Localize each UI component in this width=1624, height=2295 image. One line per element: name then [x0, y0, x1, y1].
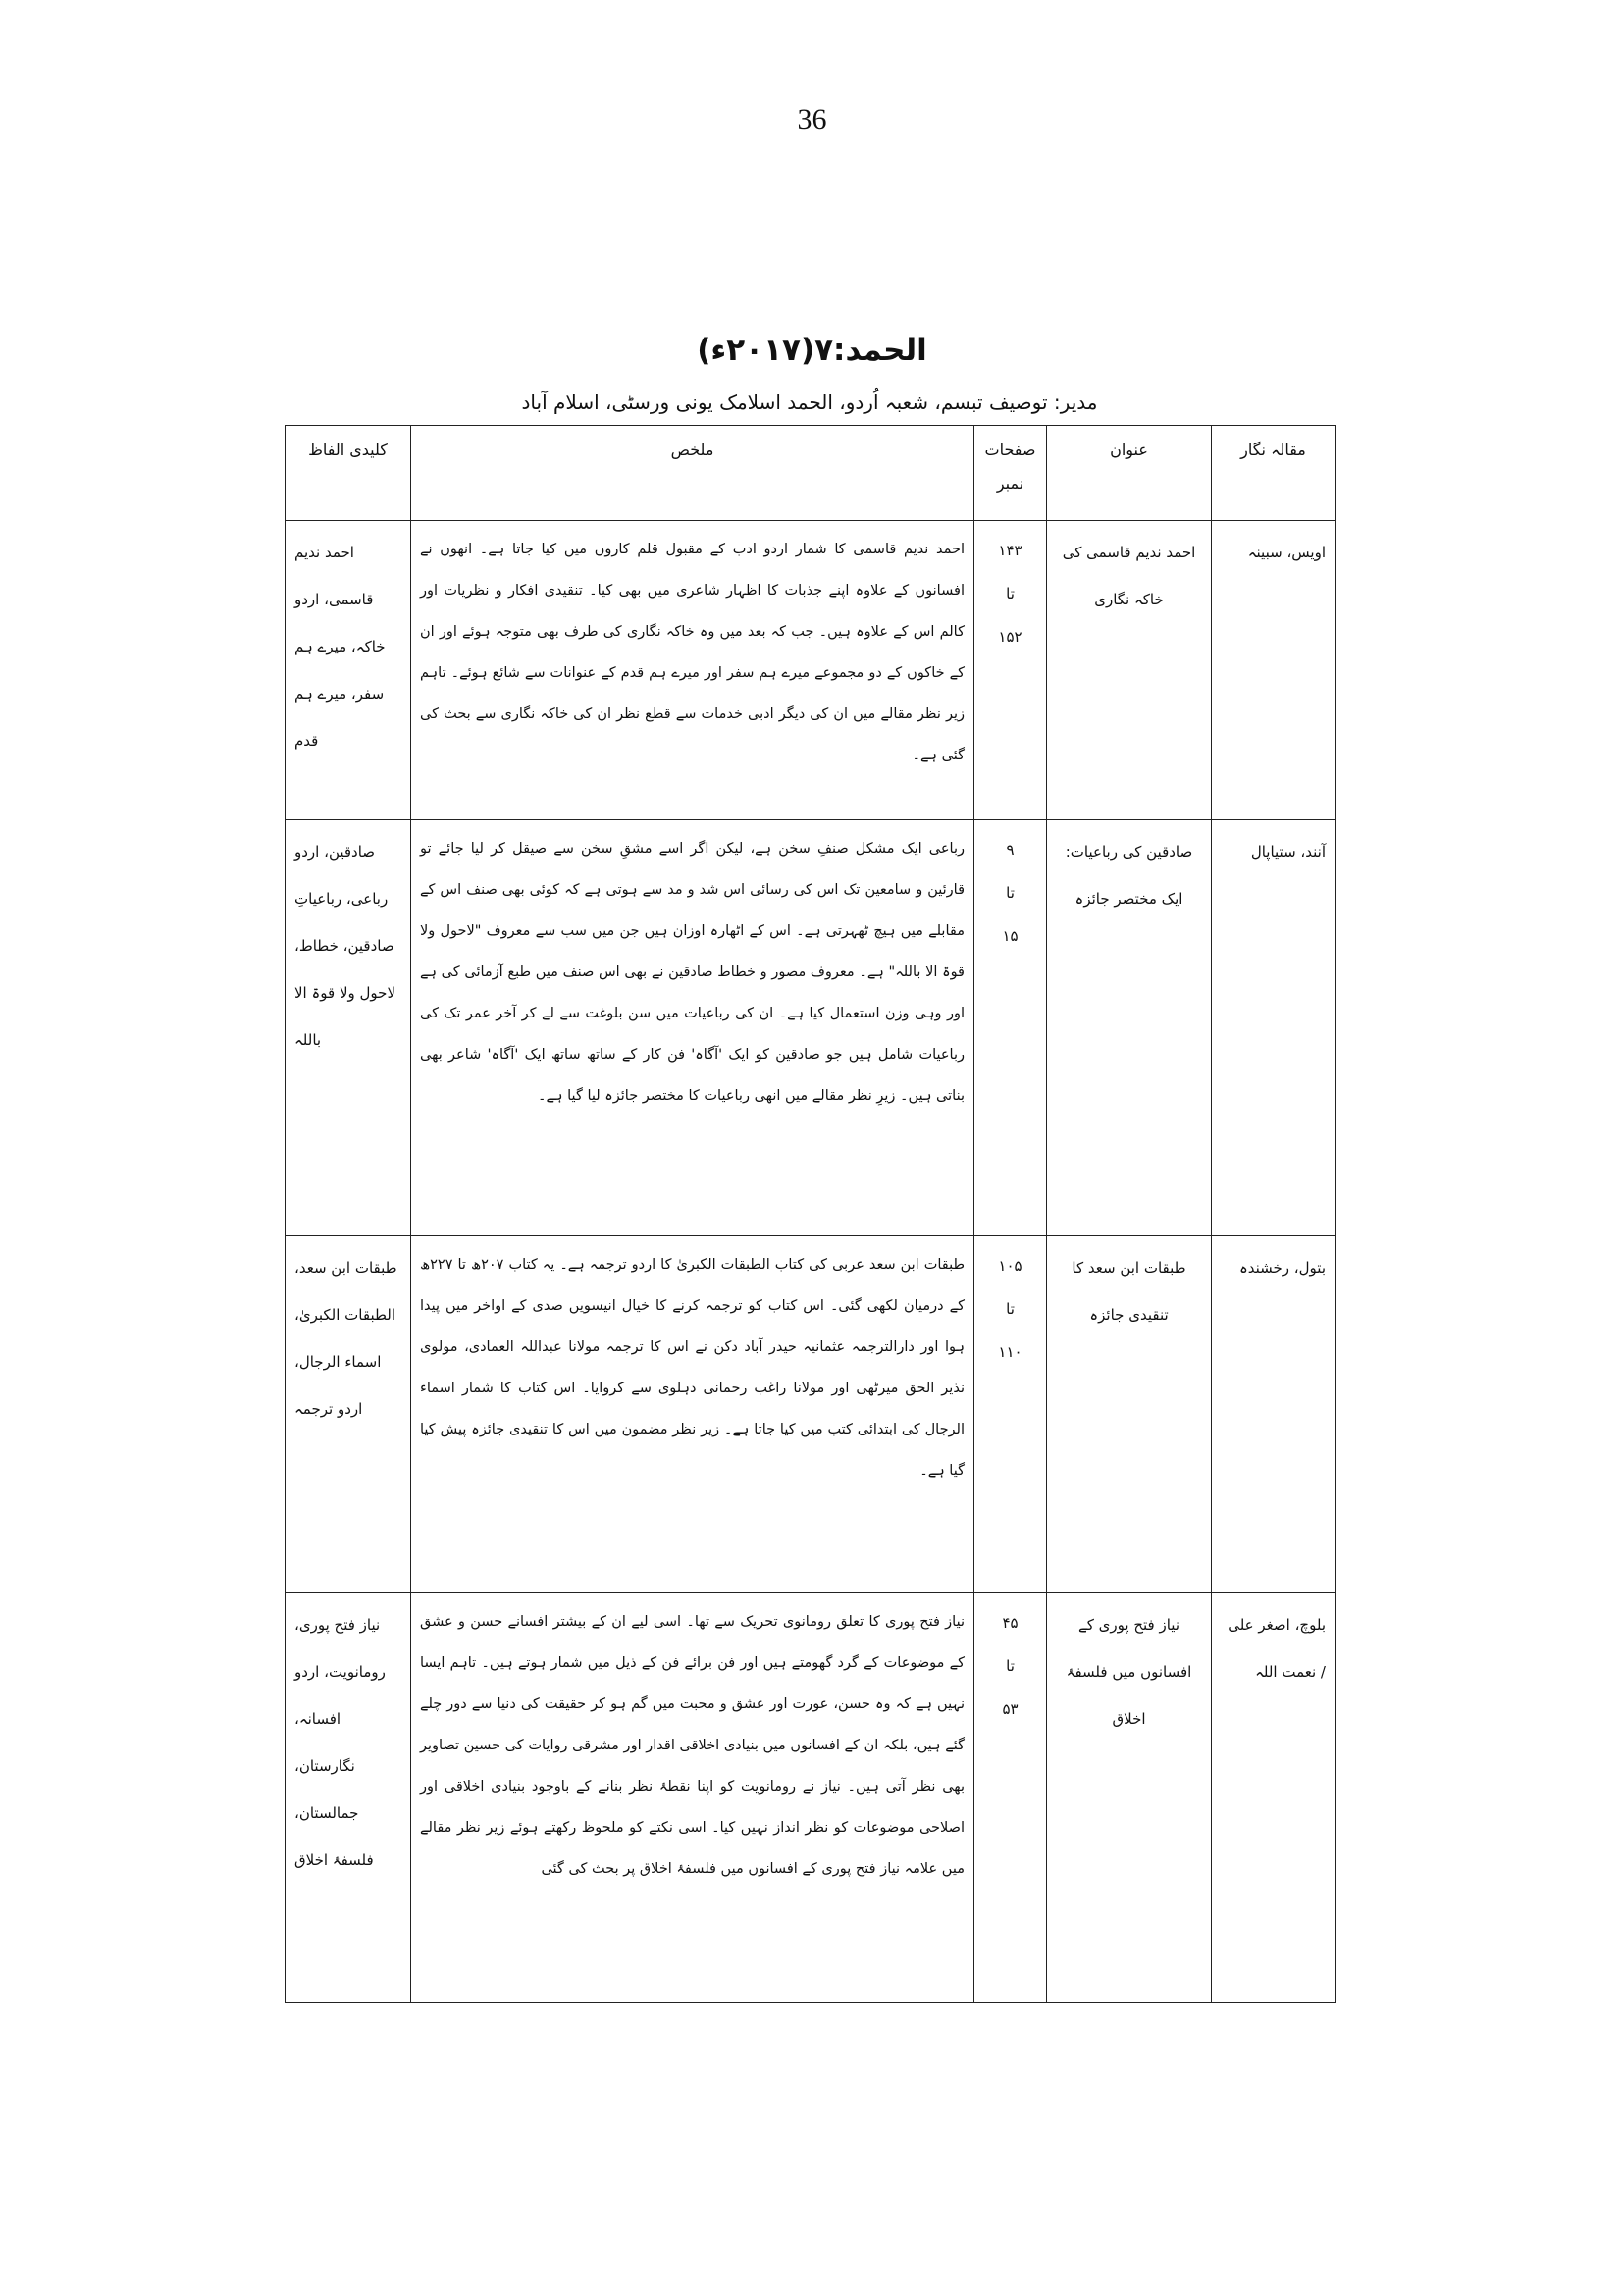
table-row — [286, 521, 1336, 820]
cell-keywords: احمد ندیم قاسمی، اردو خاکہ، میرے ہم سفر، میرے ہم قدم — [286, 521, 411, 820]
page-range-separator: تا — [1006, 884, 1015, 902]
page-to: ۵۳ — [1002, 1700, 1019, 1718]
page-to: ۱۵ — [1002, 927, 1019, 945]
table-row — [286, 1236, 1336, 1593]
cell-keywords: طبقات ابن سعد، الطبقات الکبریٰ، اسماء الرجال، اردو ترجمہ — [286, 1236, 411, 1593]
cell-author: آنند، ستیاپال — [1212, 820, 1336, 1236]
header-pages: صفحات نمبر — [974, 426, 1047, 521]
page-from: ۴۵ — [1002, 1614, 1019, 1632]
cell-keywords: صادقین، اردو رباعی، رباعیاتِ صادقین، خطاط، لاحول ولا قوۃ الا باللہ — [286, 820, 411, 1236]
cell-pages — [974, 1593, 1047, 2003]
cell-summary: رباعی ایک مشکل صنفِ سخن ہے، لیکن اگر اسے مشقِ سخن سے صیقل کر لیا جائے تو قارئین و سامعین تک اس کی رسائی اس شد و مد سے ہوتی ہے کہ کوئی بھی صنف اس کے مقابلے میں ہیچ ٹھہرتی ہے۔ اس کے اٹھارہ اوزان ہیں جن میں سب سے معروف "لاحول ولا قوۃ الا باللہ" ہے۔ معروف مصور و خطاط صادقین نے بھی اس صنف میں طبع آزمائی کی ہے اور وہی وزن استعمال کیا ہے۔ ان کی رباعیات میں سن بلوغت سے لے کر آخر عمر تک کی رباعیات شامل ہیں جو صادقین کو ایک 'آگاہ' فن کار کے ساتھ ساتھ ایک 'آگاہ' شاعر بھی بناتی ہیں۔ زیرِ نظر مقالے میں انھی رباعیات کا مختصر جائزہ لیا گیا ہے۔ — [411, 820, 974, 1236]
page-from: ۹ — [1006, 841, 1015, 859]
editor-line: مدیر: توصیف تبسم، شعبہ اُردو، الحمد اسلامک یونی ورسٹی، اسلام آباد — [521, 391, 1098, 414]
cell-pages — [974, 521, 1047, 820]
page-range-separator: تا — [1006, 585, 1015, 602]
header-author: مقالہ نگار — [1212, 426, 1336, 521]
cell-keywords: نیاز فتح پوری، رومانویت، اردو افسانہ، نگارستان، جمالستان، فلسفۂ اخلاق — [286, 1593, 411, 2003]
cell-title: احمد ندیم قاسمی کی خاکہ نگاری — [1047, 521, 1212, 820]
cell-author: بتول، رخشندہ — [1212, 1236, 1336, 1593]
cell-pages — [974, 820, 1047, 1236]
cell-title: طبقات ابن سعد کا تنقیدی جائزہ — [1047, 1236, 1212, 1593]
cell-pages — [974, 1236, 1047, 1593]
page-to: ۱۱۰ — [998, 1343, 1022, 1361]
journal-title: الحمد:۷(۲۰۱۷ء) — [697, 333, 927, 368]
cell-author: اویس، سبینہ — [1212, 521, 1336, 820]
cell-title: صادقین کی رباعیات: ایک مختصر جائزہ — [1047, 820, 1212, 1236]
page-to: ۱۵۲ — [998, 628, 1022, 646]
cell-summary: طبقات ابن سعد عربی کی کتاب الطبقات الکبریٰ کا اردو ترجمہ ہے۔ یہ کتاب ۲۰۷ھ تا ۲۲۷ھ کے درمیان لکھی گئی۔ اس کتاب کو ترجمہ کرنے کا خیال انیسویں صدی کے اواخر میں پیدا ہوا اور دارالترجمہ عثمانیہ حیدر آباد دکن نے اس کا ترجمہ مولانا عبداللہ العمادی، مولوی نذیر الحق میرٹھی اور مولانا راغب رحمانی دہلوی سے کروایا۔ اس کتاب کا شمار اسماء الرجال کی ابتدائی کتب میں کیا جاتا ہے۔ زیر نظر مضمون میں اس کا تنقیدی جائزہ پیش کیا گیا ہے۔ — [411, 1236, 974, 1593]
page-range-separator: تا — [1006, 1657, 1015, 1675]
cell-summary: نیاز فتح پوری کا تعلق رومانوی تحریک سے تھا۔ اسی لیے ان کے بیشتر افسانے حسن و عشق کے موضوعات کے گرد گھومتے ہیں اور فن برائے فن کے ذیل میں شمار ہوتے ہیں۔ تاہم ایسا نہیں ہے کہ وہ حسن، عورت اور عشق و محبت میں گم ہو کر حقیقت کی دنیا سے دور چلے گئے ہیں، بلکہ ان کے افسانوں میں بنیادی اخلاقی اقدار اور مشرقی روایات کی حسین تصاویر بھی نظر آتی ہیں۔ نیاز نے رومانویت کو اپنا نقطۂ نظر بنانے کے باوجود بنیادی اخلاقی اور اصلاحی موضوعات کو نظر انداز نہیں کیا۔ اسی نکتے کو ملحوظ رکھتے ہوئے زیر نظر مقالے میں علامہ نیاز فتح پوری کے افسانوں میں فلسفۂ اخلاق پر بحث کی گئی — [411, 1593, 974, 2003]
cell-author: بلوچ، اصغر علی / نعمت اللہ — [1212, 1593, 1336, 2003]
cell-summary: احمد ندیم قاسمی کا شمار اردو ادب کے مقبول قلم کاروں میں کیا جاتا ہے۔ انھوں نے افسانوں کے علاوہ اپنے جذبات کا اظہار شاعری میں بھی کیا۔ تنقیدی افکار و نظریات اور کالم اس کے علاوہ ہیں۔ جب کہ بعد میں وہ خاکہ نگاری کی طرف بھی متوجہ ہوئے اور ان کے خاکوں کے دو مجموعے میرے ہم سفر اور میرے ہم قدم کے عنوانات سے شائع ہوئے۔ تاہم زیر نظر مقالے میں ان کی دیگر ادبی خدمات سے قطع نظر ان کی خاکہ نگاری سے بحث کی گئی ہے۔ — [411, 521, 974, 820]
header-keywords: کلیدی الفاظ — [286, 426, 411, 521]
table-row — [286, 1593, 1336, 2003]
article-index-table — [285, 425, 1336, 2003]
table-row — [286, 820, 1336, 1236]
page-from: ۱۴۳ — [998, 542, 1022, 559]
table-header-row — [286, 426, 1336, 521]
header-title: عنوان — [1047, 426, 1212, 521]
page-from: ۱۰۵ — [998, 1257, 1022, 1275]
page-range-separator: تا — [1006, 1300, 1015, 1318]
cell-title: نیاز فتح پوری کے افسانوں میں فلسفۂ اخلاق — [1047, 1593, 1212, 2003]
header-summary: ملخص — [411, 426, 974, 521]
page-number: 36 — [797, 103, 827, 135]
